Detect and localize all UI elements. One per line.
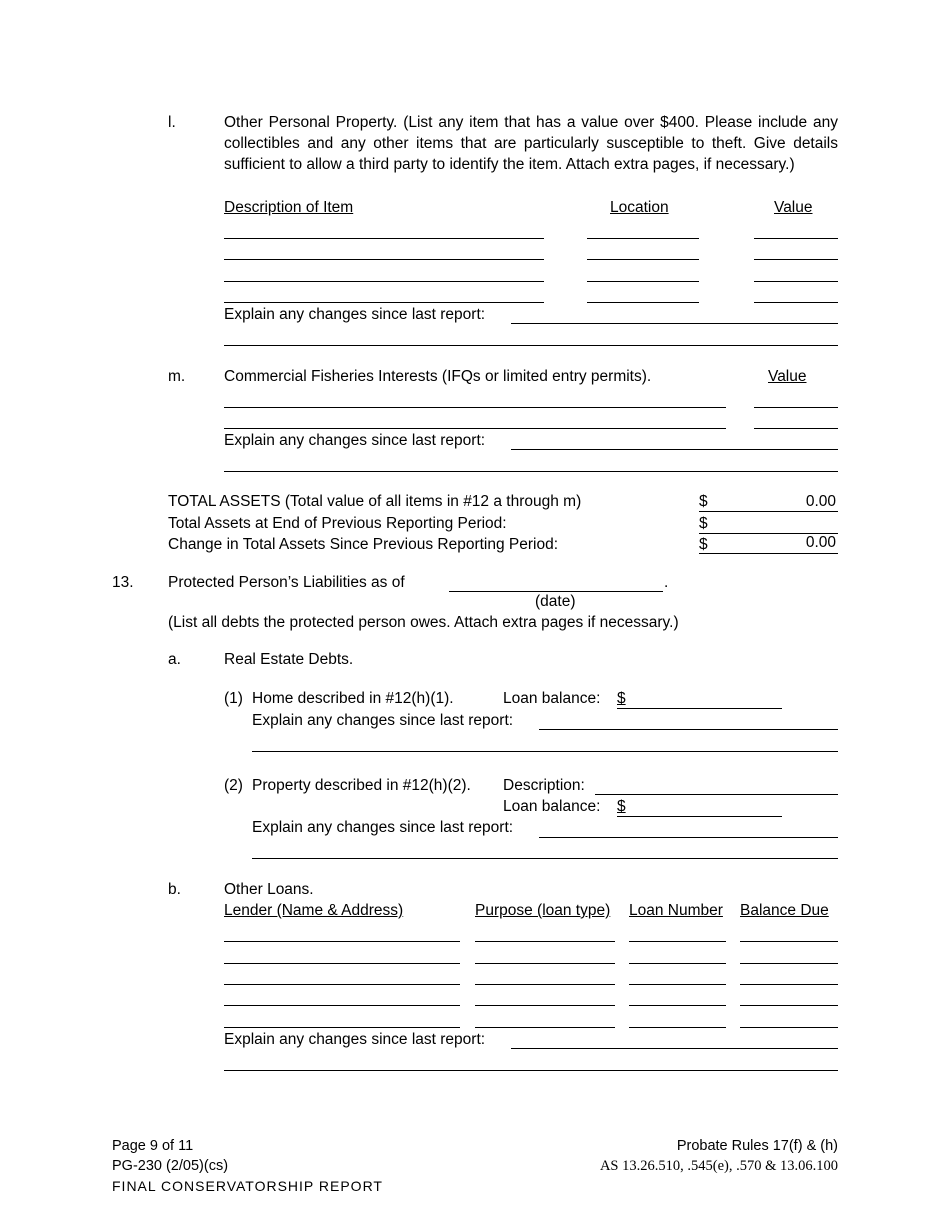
item-description-line-1[interactable] xyxy=(224,238,544,239)
section-l-explain-line-2[interactable] xyxy=(224,345,838,346)
item2-explain-line-1[interactable] xyxy=(539,837,838,838)
date-caption: (date) xyxy=(535,593,576,610)
item1-marker: (1) xyxy=(224,690,243,707)
col-lender-header: Lender (Name & Address) xyxy=(224,902,404,919)
section-b-marker: b. xyxy=(168,881,181,898)
section-m-marker: m. xyxy=(168,368,186,385)
item1-currency: $ xyxy=(617,690,626,707)
footer-page-number: Page 9 of 11 xyxy=(112,1138,194,1154)
section-b-explain-line-1[interactable] xyxy=(511,1048,838,1049)
loan-number-line-5[interactable] xyxy=(629,1027,726,1028)
loan-number-line-1[interactable] xyxy=(629,941,726,942)
item1-explain-line-2[interactable] xyxy=(252,751,838,752)
fisheries-line-2[interactable] xyxy=(224,428,726,429)
change-assets-label: Change in Total Assets Since Previous Reporting Period: xyxy=(168,536,559,553)
prev-assets-label: Total Assets at End of Previous Reporting Period: xyxy=(168,515,507,532)
loan-number-line-2[interactable] xyxy=(629,963,726,964)
footer-form-id: PG-230 (2/05)(cs) xyxy=(112,1158,229,1174)
fisheries-value-line-2[interactable] xyxy=(754,428,838,429)
item2-currency: $ xyxy=(617,798,626,815)
loan-balance-line-2[interactable] xyxy=(740,963,838,964)
section-m-explain-line-1[interactable] xyxy=(511,449,838,450)
loan-lender-line-2[interactable] xyxy=(224,963,460,964)
section-l-explain-label: Explain any changes since last report: xyxy=(224,306,486,323)
item-description-line-4[interactable] xyxy=(224,302,544,303)
section-m-value-header: Value xyxy=(768,368,807,385)
prev-assets-currency: $ xyxy=(699,515,708,532)
loan-balance-line-5[interactable] xyxy=(740,1027,838,1028)
loan-balance-line-3[interactable] xyxy=(740,984,838,985)
item2-text: Property described in #12(h)(2). xyxy=(252,777,471,794)
footer-statutes: AS 13.26.510, .545(e), .570 & 13.06.100 xyxy=(599,1158,838,1174)
item-location-line-2[interactable] xyxy=(587,259,699,260)
item1-explain-line-1[interactable] xyxy=(539,729,838,730)
fisheries-value-line-1[interactable] xyxy=(754,407,838,408)
section-b-title: Other Loans. xyxy=(224,881,314,898)
item2-description-label: Description: xyxy=(503,777,585,794)
item-description-line-2[interactable] xyxy=(224,259,544,260)
section-b-explain-line-2[interactable] xyxy=(224,1070,838,1071)
total-assets-value[interactable]: 0.00 xyxy=(805,493,836,510)
section-a-title: Real Estate Debts. xyxy=(224,651,354,668)
loan-purpose-line-3[interactable] xyxy=(475,984,615,985)
loan-purpose-line-4[interactable] xyxy=(475,1005,615,1006)
section-13-title: Protected Person’s Liabilities as of xyxy=(168,574,405,591)
item2-loan-label: Loan balance: xyxy=(503,798,601,815)
section-13-marker: 13. xyxy=(112,574,134,591)
col-purpose-header: Purpose (loan type) xyxy=(475,902,611,919)
item-value-line-2[interactable] xyxy=(754,259,838,260)
footer-form-title: FINAL CONSERVATORSHIP REPORT xyxy=(112,1178,383,1194)
total-assets-currency: $ xyxy=(699,493,708,510)
loan-lender-line-4[interactable] xyxy=(224,1005,460,1006)
item-value-line-3[interactable] xyxy=(754,281,838,282)
section-13-period: . xyxy=(664,574,669,591)
section-13-instructions: (List all debts the protected person owes. Attach extra pages if necessary.) xyxy=(168,614,679,631)
change-assets-currency: $ xyxy=(699,536,708,553)
item-location-line-3[interactable] xyxy=(587,281,699,282)
item2-explain-label: Explain any changes since last report: xyxy=(252,819,514,836)
section-m-explain-line-2[interactable] xyxy=(224,471,838,472)
item2-loan-balance-line[interactable] xyxy=(617,816,782,817)
section-m-text: Commercial Fisheries Interests (IFQs or limited entry permits). xyxy=(224,368,652,385)
liabilities-date-line[interactable] xyxy=(449,591,663,592)
change-assets-line xyxy=(699,553,838,554)
item-location-line-4[interactable] xyxy=(587,302,699,303)
item2-explain-line-2[interactable] xyxy=(252,858,838,859)
loan-purpose-line-5[interactable] xyxy=(475,1027,615,1028)
loan-lender-line-5[interactable] xyxy=(224,1027,460,1028)
section-b-explain-label: Explain any changes since last report: xyxy=(224,1031,486,1048)
item1-loan-balance-line[interactable] xyxy=(617,708,782,709)
section-l-explain-line-1[interactable] xyxy=(511,323,838,324)
col-location-header: Location xyxy=(610,199,669,216)
item-description-line-3[interactable] xyxy=(224,281,544,282)
col-loan-number-header: Loan Number xyxy=(629,902,723,919)
total-assets-label: TOTAL ASSETS (Total value of all items in #12 a through m) xyxy=(168,493,582,510)
section-l-text: Other Personal Property. (List any item that has a value over $400. Please include any collectibles and any other items that are particularly susceptible to theft. Give details sufficient to allow a third party to identify the item. Attach extra pages, if necessary.) xyxy=(224,114,838,173)
item1-loan-label: Loan balance: xyxy=(503,690,601,707)
loan-number-line-3[interactable] xyxy=(629,984,726,985)
item2-marker: (2) xyxy=(224,777,243,794)
item-value-line-4[interactable] xyxy=(754,302,838,303)
section-a-marker: a. xyxy=(168,651,181,668)
loan-lender-line-1[interactable] xyxy=(224,941,460,942)
total-assets-line xyxy=(699,511,838,512)
loan-number-line-4[interactable] xyxy=(629,1005,726,1006)
loan-balance-line-1[interactable] xyxy=(740,941,838,942)
fisheries-line-1[interactable] xyxy=(224,407,726,408)
loan-purpose-line-1[interactable] xyxy=(475,941,615,942)
item-location-line-1[interactable] xyxy=(587,238,699,239)
section-l-marker: l. xyxy=(168,114,176,131)
item1-text: Home described in #12(h)(1). xyxy=(252,690,454,707)
change-assets-value[interactable]: 0.00 xyxy=(805,534,836,551)
footer-probate-rules: Probate Rules 17(f) & (h) xyxy=(676,1138,838,1154)
loan-lender-line-3[interactable] xyxy=(224,984,460,985)
col-value-header: Value xyxy=(774,199,813,216)
section-m-explain-label: Explain any changes since last report: xyxy=(224,432,486,449)
loan-balance-line-4[interactable] xyxy=(740,1005,838,1006)
col-description-header: Description of Item xyxy=(224,199,354,216)
item2-description-line[interactable] xyxy=(595,794,838,795)
col-balance-header: Balance Due xyxy=(740,902,829,919)
item-value-line-1[interactable] xyxy=(754,238,838,239)
item1-explain-label: Explain any changes since last report: xyxy=(252,712,514,729)
loan-purpose-line-2[interactable] xyxy=(475,963,615,964)
